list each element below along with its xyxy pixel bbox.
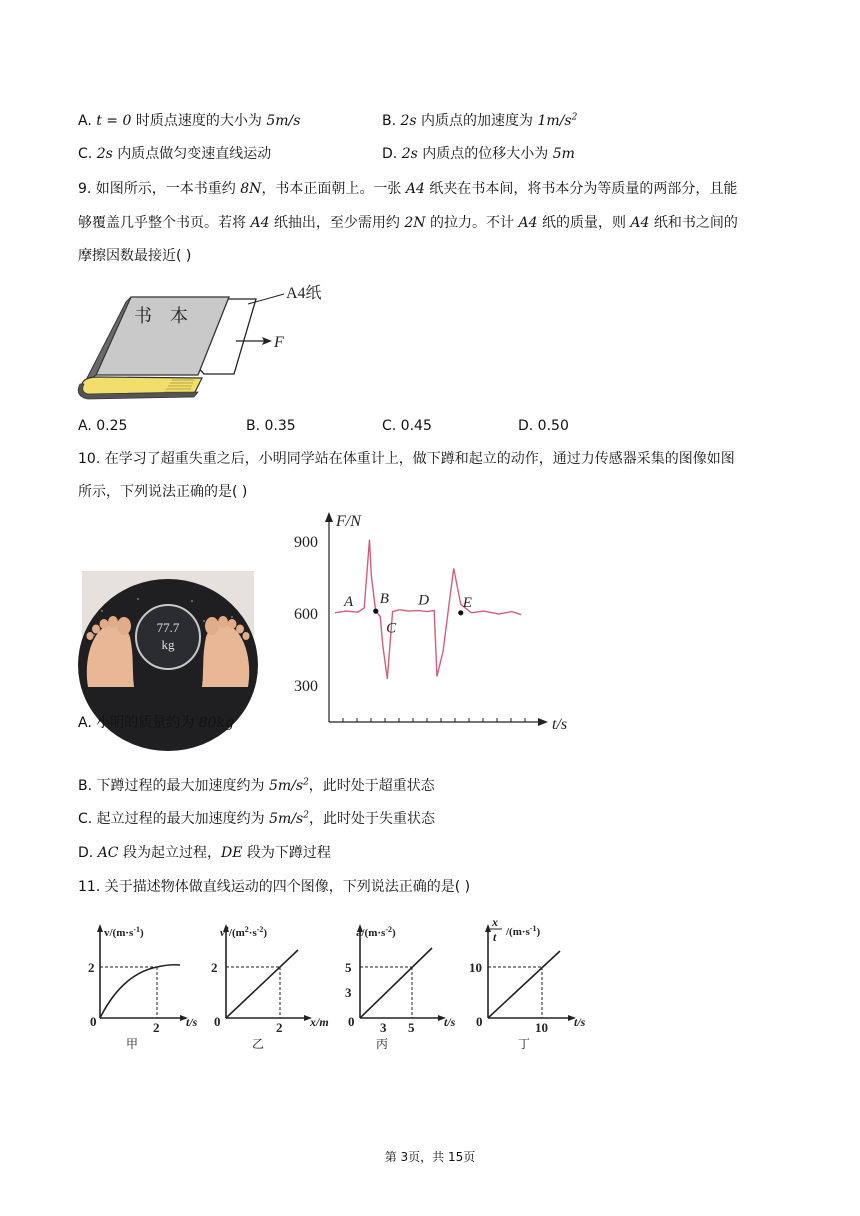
graph-line	[360, 948, 432, 1018]
q9-stem-line-3: 摩擦因数最接近( )	[78, 248, 192, 264]
y-axis-arrow	[485, 924, 491, 932]
q10-option-b: B. 下蹲过程的最大加速度约为 $5m/s^2$，此时处于超重状态	[78, 777, 435, 794]
q8-option-d: D. 2s 内质点的位移大小为 5m	[382, 146, 575, 162]
scale-unit: kg	[161, 637, 175, 652]
scale-reading: 77.7	[156, 620, 180, 635]
graph-name: 丁	[518, 1037, 531, 1051]
graph-name: 丙	[376, 1037, 389, 1051]
y-tick-label-300: 300	[294, 678, 318, 695]
q9-option-a: A. 0.25	[78, 418, 128, 434]
book-figure	[76, 280, 346, 402]
x-axis-label: t/s	[574, 1015, 586, 1029]
graph-line	[226, 950, 298, 1018]
y-ticks	[294, 534, 318, 695]
point-label-C: C	[386, 620, 397, 637]
page-footer: 第 3页，共 15页	[384, 1150, 476, 1164]
q9-option-c: C. 0.45	[382, 418, 432, 434]
q8-option-c: C. 2s 内质点做匀变速直线运动	[78, 146, 272, 162]
x-tick: 10	[535, 1020, 548, 1035]
graph-ding	[466, 914, 592, 1052]
y-tick: 10	[469, 960, 482, 975]
q11-stem: 11. 关于描述物体做直线运动的四个图像，下列说法正确的是( )	[78, 879, 471, 895]
x-axis-label: t/s	[444, 1015, 456, 1029]
y-tick: 2	[211, 960, 218, 975]
q10-stem-line-2: 所示，下列说法正确的是( )	[78, 484, 248, 500]
x-axis-arrow	[538, 718, 548, 726]
graph-bing	[340, 922, 466, 1052]
q9-stem-line-1: 9. 如图所示，一本书重约 8N，书本正面朝上。一张 A4 纸夹在书本间，将书本分为等质量的两部分，且能	[78, 181, 738, 197]
y-axis-fraction-den: t	[493, 930, 497, 944]
graph-name: 甲	[126, 1037, 139, 1051]
y-tick-3: 3	[345, 985, 352, 1000]
q9-stem-line-2: 够覆盖几乎整个书页。若将 A4 纸抽出，至少需用约 2N 的拉力。不计 A4 纸的质量，则 A4 纸和书之间的	[78, 215, 738, 231]
q8-option-b: B. 2s 内质点的加速度为 $1m/s^2$	[382, 112, 578, 129]
y-tick-label-600: 600	[294, 606, 318, 623]
book-label: 书 本	[134, 306, 188, 326]
q10-option-d: D. AC 段为起立过程，DE 段为下蹲过程	[78, 845, 331, 861]
q10-option-a: A. 小明的质量约为 80kg	[78, 715, 234, 731]
y-tick: 2	[88, 960, 95, 975]
x-tick: 2	[153, 1020, 160, 1035]
velocity-curve	[100, 965, 180, 1018]
y-axis-arrow	[325, 512, 333, 522]
x-axis-label: t/s	[552, 716, 568, 733]
graph-line	[488, 951, 560, 1018]
q9-option-b: B. 0.35	[246, 418, 296, 434]
point-label-D: D	[418, 592, 430, 609]
point-label-A: A	[344, 594, 354, 611]
force-time-chart	[280, 508, 590, 738]
y-axis-label: $v/(m\cdot s^{-1})$	[104, 925, 144, 939]
point-label-B: B	[379, 591, 389, 608]
q9-option-d: D. 0.50	[518, 418, 569, 434]
y-axis-label: F/N	[336, 513, 361, 530]
origin: 0	[476, 1014, 483, 1029]
point-label-E: E	[462, 594, 472, 611]
y-tick-5: 5	[345, 960, 352, 975]
q10-option-c: C. 起立过程的最大加速度约为 $5m/s^2$，此时处于失重状态	[78, 810, 435, 827]
a4-label: A4纸	[286, 285, 322, 302]
y-axis-unit: $/(m\cdot s^{-1})$	[506, 924, 541, 938]
x-tick-5: 5	[408, 1020, 415, 1035]
origin: 0	[90, 1014, 97, 1029]
graph-jia	[82, 922, 208, 1052]
force-label: F	[274, 334, 284, 351]
y-axis-arrow	[97, 924, 103, 932]
y-tick-label-900: 900	[294, 534, 318, 551]
marked-points	[343, 591, 472, 636]
graph-yi	[206, 922, 346, 1052]
q8-option-a: A. t = 0 时质点速度的大小为 5m/s	[78, 113, 301, 129]
y-axis-label: $a/(m\cdot s^{-2})$	[356, 925, 396, 939]
x-tick-3: 3	[380, 1020, 387, 1035]
y-axis-label: $v^2/(m^2\cdot s^{-2})$	[220, 925, 268, 939]
force-curve	[335, 540, 521, 679]
point-dot-E	[458, 610, 463, 615]
origin: 0	[214, 1014, 221, 1029]
x-axis-label: x/m	[310, 1015, 329, 1029]
scale-photo	[82, 571, 254, 687]
x-axis-label: t/s	[186, 1015, 198, 1029]
q10-stem-line-1: 10. 在学习了超重失重之后，小明同学站在体重计上，做下蹲和起立的动作，通过力传感器采集的图像如图	[78, 451, 735, 467]
y-axis-fraction-num: x	[492, 915, 498, 929]
point-dot-B	[373, 609, 378, 614]
graph-name: 乙	[252, 1037, 265, 1051]
x-tick: 2	[276, 1020, 283, 1035]
origin: 0	[348, 1014, 355, 1029]
